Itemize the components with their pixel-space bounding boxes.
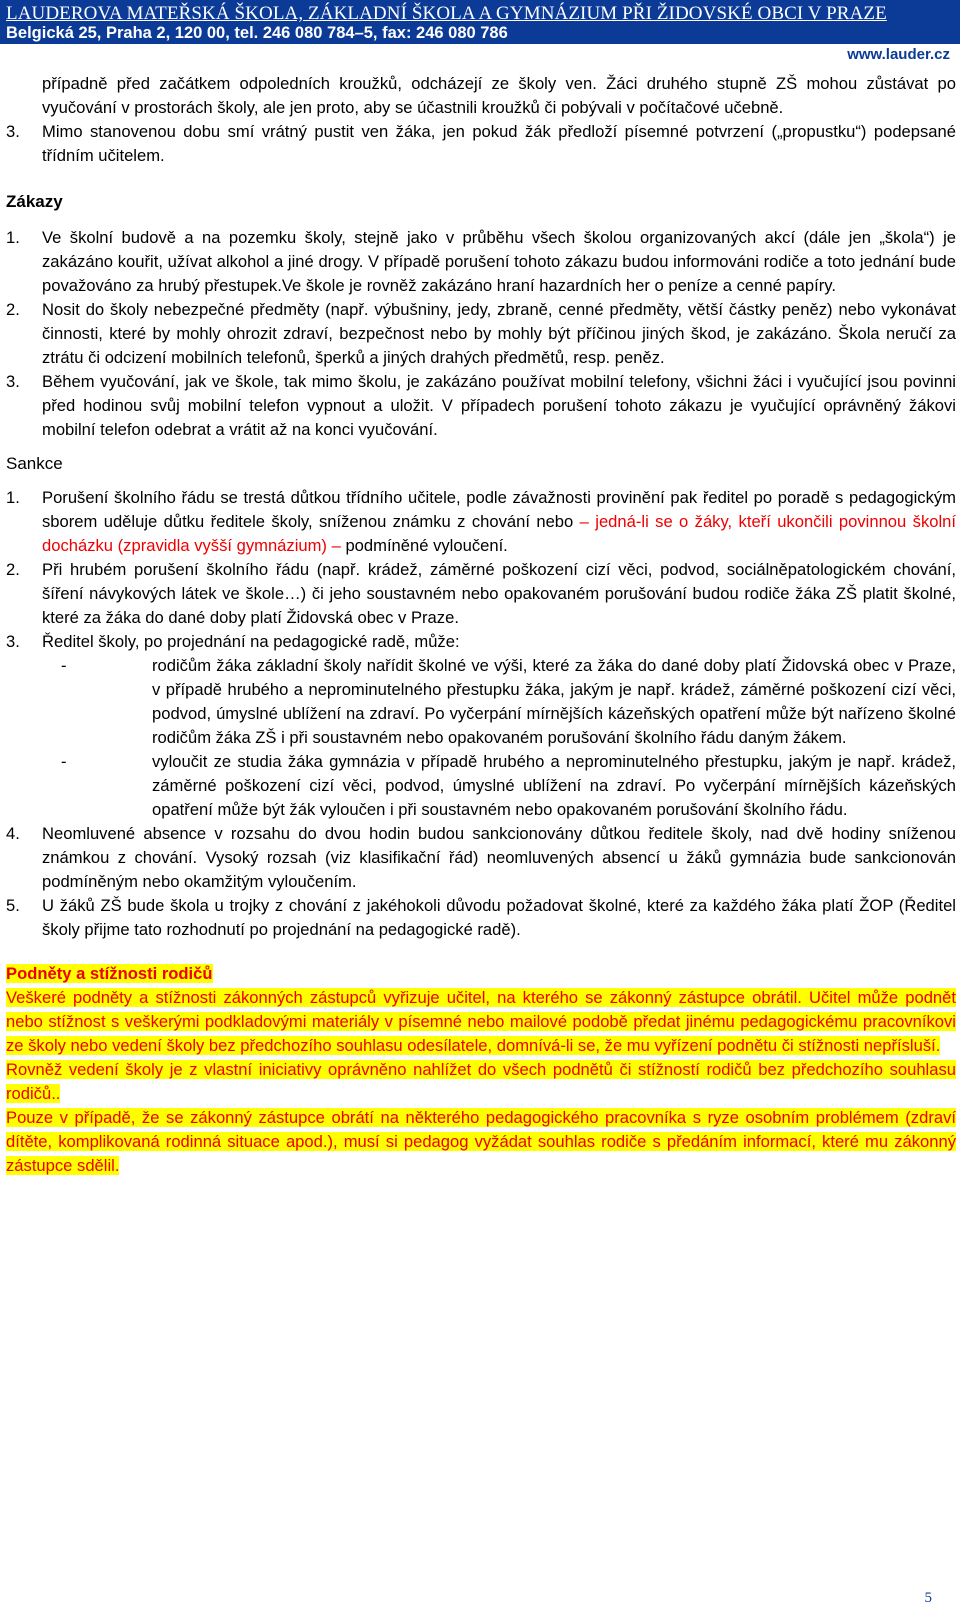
- item-number: 2.: [6, 560, 20, 579]
- item-text: [42, 486, 956, 558]
- item-text: Během vyučování, jak ve škole, tak mimo školu, je zakázáno používat mobilní telefony, všichni žáci i vyučující jsou povinni před hodinou svůj mobilní telefon vypnout a uložit. V případech porušení tohoto zákazu je vyučující oprávněný žákovi mobilní telefon odebrat a vrátit až na konci vyučování.: [42, 372, 956, 439]
- section-heading-sankce: Sankce: [6, 454, 63, 473]
- podnety-p1: Veškeré podněty a stížnosti zákonných zástupců vyřizuje učitel, na kterého se zákonný zástupce obrátil. Učitel může podnět nebo stížnost s veškerými podkladovými materiály v písemné nebo mailové podobě předat jinému pedagogickému pracovníkovi ze školy nebo vedení školy bez předchozího souhlasu odesílatele, domnívá-li se, že mu vyřízení podnětu či stížnosti nepřísluší.: [6, 988, 956, 1055]
- item-text: Neomluvené absence v rozsahu do dvou hodin budou sankcionovány důtkou ředitele školy, nad dvě hodiny sníženou známkou z chování. Vysoký rozsah (viz klasifikační řád) neomluvených absencí u žáků gymnázia bude sankcionován podmíněným nebo okamžitým vyloučením.: [42, 824, 956, 891]
- school-name: LAUDEROVA MATEŘSKÁ ŠKOLA, ZÁKLADNÍ ŠKOLA A GYMNÁZIUM PŘI ŽIDOVSKÉ OBCI V PRAZE: [6, 3, 887, 24]
- item-text: Mimo stanovenou dobu smí vrátný pustit ven žáka, jen pokud žák předloží písemné potvrzení („propustku“) podepsané třídním učitelem.: [42, 122, 956, 165]
- list-item: [6, 822, 956, 894]
- podnety-paragraph: [6, 1058, 956, 1106]
- item-number: 3.: [6, 372, 20, 391]
- item-number: 3.: [6, 632, 20, 651]
- website-link[interactable]: www.lauder.cz: [847, 46, 950, 63]
- list-item: [6, 120, 956, 168]
- list-item: [6, 370, 956, 442]
- dash: -: [61, 752, 67, 771]
- letterhead: [0, 0, 960, 44]
- list-item: [6, 558, 956, 630]
- item-text: U žáků ZŠ bude škola u trojky z chování z jakéhokoli důvodu požadovat školné, které za každého žáka platí ŽOP (Ředitel školy přijme tato rozhodnutí po projednání na pedagogické radě).: [42, 896, 956, 939]
- podnety-p3: Pouze v případě, že se zákonný zástupce obrátí na některého pedagogického pracovníka s ryze osobním problémem (zdraví dítěte, komplikovaná rodinná situace apod.), musí si pedagog vyžádat souhlas rodiče s předáním informací, které mu zákonný zástupce sdělil.: [6, 1108, 956, 1175]
- item-text: Ve školní budově a na pozemku školy, stejně jako v průběhu všech školou organizovaných akcí (dále jen „škola“) je zakázáno kouřit, užívat alkohol a jiné drogy. V případě porušení tohoto zákazu budou informováni rodiče a toto jednání bude považováno za hrubý přestupek.Ve škole je rovněž zakázáno hraní hazardních her o peníze a cenné papíry.: [42, 228, 956, 295]
- sub-item-text: vyloučit ze studia žáka gymnázia v případě hrubého a neprominutelného přestupku, jakým je např. krádež, záměrné poškození cizí věci, podvod, úmyslné ublížení na zdraví. Po vyčerpání mírnějších kázeňských opatření může být žák vyloučen i při soustavném nebo opakovaném porušování školního řádu.: [152, 752, 956, 819]
- podnety-paragraph: [6, 986, 956, 1058]
- item-number: 2.: [6, 300, 20, 319]
- page-number: 5: [924, 1590, 932, 1606]
- dash: -: [61, 656, 67, 675]
- section-heading-podnety: [6, 962, 956, 986]
- school-address: Belgická 25, Praha 2, 120 00, tel. 246 080 784–5, fax: 246 080 786: [6, 24, 508, 42]
- item-text: Při hrubém porušení školního řádu (např. krádež, záměrné poškození cizí věci, podvod, sociálněpatologickém chování, šíření návykových látek ve škole…) či jeho soustavném nebo opakovaném porušování budou rodiče žáka ZŠ platit školné, které za žáka do dané doby platí Židovská obec v Praze.: [42, 560, 956, 627]
- item-number: 3.: [6, 122, 20, 141]
- document-body: [6, 72, 956, 1178]
- list-item: [6, 226, 956, 298]
- item-text: Ředitel školy, po projednání na pedagogické radě, může:: [42, 632, 460, 651]
- item-number: 1.: [6, 488, 20, 507]
- item-text-part: Porušení školního řádu se trestá důtkou třídního učitele, podle závažnosti provinění pak ředitel po poradě s pedagogickým sborem uděluje důtku ředitele školy, sníženou známku z chování nebo: [42, 488, 956, 531]
- item-number: 5.: [6, 896, 20, 915]
- item-number: 1.: [6, 228, 20, 247]
- podnety-paragraph: [6, 1106, 956, 1178]
- sub-list-item: [6, 654, 956, 750]
- item-number: 4.: [6, 824, 20, 843]
- list-item: [6, 486, 956, 558]
- sub-list-item: [6, 750, 956, 822]
- intro-continuation: případně před začátkem odpoledních kroužků, odcházejí ze školy ven. Žáci druhého stupně ZŠ mohou zůstávat po vyučování v prostorách školy, ale jen proto, aby se účastnili kroužků či pobývali v počítačové učebně.: [42, 74, 956, 117]
- section-heading-zakazy: Zákazy: [6, 192, 63, 211]
- podnety-p2: Rovněž vedení školy je z vlastní iniciativy oprávněno nahlížet do všech podnětů či stížností rodičů bez předchozího souhlasu rodičů..: [6, 1060, 956, 1103]
- podnety-heading: Podněty a stížnosti rodičů: [6, 964, 213, 983]
- list-item: [6, 630, 956, 654]
- item-text: Nosit do školy nebezpečné předměty (např. výbušniny, jedy, zbraně, cenné předměty, větší částky peněz) nebo vykonávat činnosti, které by mohly ohrozit zdraví, bezpečnost nebo by mohly být příčinou jiných škod, je zakázáno. Škola neručí za ztrátu či odcizení mobilních telefonů, šperků a jiných drahých předmětů, resp. peněz.: [42, 300, 956, 367]
- sub-item-text: rodičům žáka základní školy nařídit školné ve výši, které za žáka do dané doby platí Židovská obec v Praze, v případě hrubého a neprominutelného přestupku žáka, jakým je např. krádež, záměrné poškození cizí věci, podvod, úmyslné ublížení na zdraví. Po vyčerpání mírnějších kázeňských opatření může být nařízeno školné rodičům žáka ZŠ i při soustavném nebo opakovaném porušování školního řádu daným žákem.: [152, 656, 956, 747]
- list-item: [6, 894, 956, 942]
- item-text-end: podmíněné vyloučení.: [345, 536, 508, 555]
- list-item: [6, 298, 956, 370]
- item-text-red: – jedná-li se o žáky, kteří ukončili povinnou školní docházku (zpravidla vyšší gymnázium) –: [42, 512, 956, 555]
